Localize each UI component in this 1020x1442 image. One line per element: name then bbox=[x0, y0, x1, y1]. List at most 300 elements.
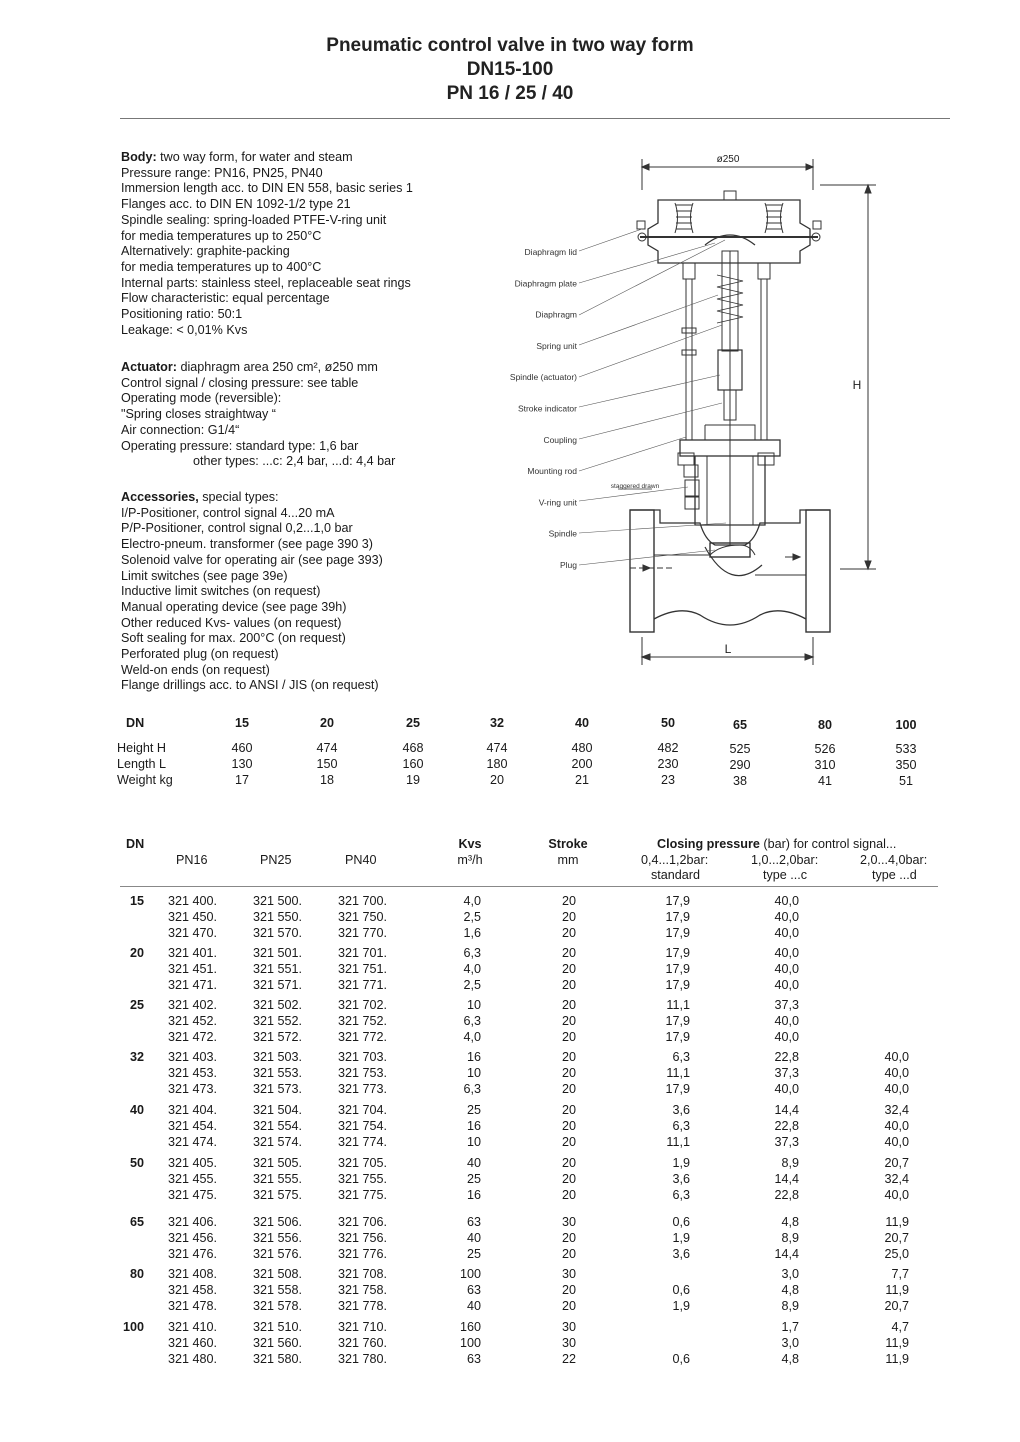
order-cell: 40,0 bbox=[774, 925, 799, 940]
order-cell: 40,0 bbox=[774, 961, 799, 976]
order-cell: 321 772. bbox=[338, 1029, 388, 1044]
callout-label: V-ring unit bbox=[538, 497, 577, 508]
order-header-stroke: Stroke bbox=[548, 837, 588, 851]
order-cell: 20 bbox=[561, 1156, 576, 1170]
dim-row-label: Length L bbox=[117, 757, 167, 771]
spec-actuator-indent: other types: ...c: 2,4 bar, ...d: 4,4 bar bbox=[193, 454, 396, 469]
order-cell: 321 506. bbox=[253, 1215, 303, 1229]
dim-header-dn: DN bbox=[126, 716, 145, 730]
callout-label: Spring unit bbox=[536, 340, 577, 351]
order-cell: 3,6 bbox=[672, 1103, 690, 1117]
order-cell: 16 bbox=[466, 1050, 481, 1064]
order-cell: 321 473. bbox=[168, 1081, 218, 1096]
spec-accessories-line: Weld-on ends (on request) bbox=[121, 662, 270, 677]
spec-body-line: Pressure range: PN16, PN25, PN40 bbox=[121, 165, 323, 180]
order-cell: 321 753. bbox=[338, 1065, 388, 1080]
order-header-closing bbox=[657, 837, 896, 851]
callout-labels bbox=[510, 247, 578, 570]
order-cell: 8,9 bbox=[781, 1298, 799, 1313]
dim-header-cell: 50 bbox=[660, 716, 675, 730]
order-cell: 321 510. bbox=[253, 1320, 303, 1334]
spec-actuator-line: Operating mode (reversible): bbox=[121, 391, 282, 406]
order-cell: 321 780. bbox=[338, 1351, 388, 1366]
order-cell: 321 554. bbox=[253, 1118, 303, 1133]
order-cell: 20,7 bbox=[884, 1230, 909, 1245]
order-cell: 4,0 bbox=[463, 894, 481, 908]
page-subtitle-dn: DN15-100 bbox=[466, 59, 554, 80]
order-dn: 32 bbox=[129, 1050, 144, 1064]
spec-actuator-line: "Spring closes straightway “ bbox=[121, 407, 276, 422]
order-cell: 321 401. bbox=[168, 946, 218, 960]
callout-label: Diaphragm plate bbox=[514, 278, 577, 289]
order-cell: 6,3 bbox=[672, 1050, 690, 1064]
order-cell: 321 551. bbox=[253, 961, 303, 976]
order-cell: 10 bbox=[466, 998, 481, 1012]
spec-accessories-line: Inductive limit switches (on request) bbox=[121, 584, 321, 599]
spec-actuator-line: Air connection: G1/4“ bbox=[121, 422, 240, 437]
spec-actuator-label: Actuator: bbox=[121, 360, 177, 374]
order-cell: 40,0 bbox=[774, 1013, 799, 1028]
order-cell: 40,0 bbox=[884, 1134, 909, 1149]
order-header-type-standard: standard bbox=[651, 868, 701, 882]
order-cell: 321 500. bbox=[253, 894, 303, 908]
order-cell: 30 bbox=[561, 1215, 576, 1229]
order-cell: 40 bbox=[466, 1298, 481, 1313]
callout-label: Coupling bbox=[543, 434, 577, 445]
order-cell: 321 755. bbox=[338, 1171, 388, 1186]
order-cell: 321 550. bbox=[253, 909, 303, 924]
spec-actuator-section bbox=[121, 360, 501, 470]
order-cell: 321 455. bbox=[168, 1171, 218, 1186]
order-cell: 321 400. bbox=[168, 894, 218, 908]
order-cell: 321 451. bbox=[168, 961, 218, 976]
order-cell: 321 552. bbox=[253, 1013, 303, 1028]
order-cell: 321 703. bbox=[338, 1050, 388, 1064]
order-cell: 1,7 bbox=[781, 1320, 799, 1334]
order-cell: 20 bbox=[561, 925, 576, 940]
order-cell: 17,9 bbox=[665, 1029, 690, 1044]
dim-cell: 200 bbox=[571, 757, 593, 771]
order-cell: 321 773. bbox=[338, 1081, 388, 1096]
order-cell: 321 702. bbox=[338, 998, 388, 1012]
dim-cell: 468 bbox=[402, 741, 424, 755]
order-cell: 321 403. bbox=[168, 1050, 218, 1064]
order-cell: 7,7 bbox=[891, 1267, 909, 1281]
order-header-closing-rest: (bar) for control signal... bbox=[759, 837, 897, 851]
spec-accessories-line: Soft sealing for max. 200°C (on request) bbox=[121, 631, 346, 646]
spec-body-line: for media temperatures up to 250°C bbox=[121, 228, 322, 243]
diameter-label: ø250 bbox=[716, 154, 740, 165]
order-cell: 321 556. bbox=[253, 1230, 303, 1245]
dim-cell: 526 bbox=[814, 742, 836, 756]
spec-accessories-line: Solenoid valve for operating air (see page 393) bbox=[121, 552, 383, 567]
order-cell: 4,8 bbox=[781, 1282, 799, 1297]
order-cell: 321 501. bbox=[253, 946, 303, 960]
order-cell: 3,0 bbox=[781, 1267, 799, 1281]
dim-header-cell: 25 bbox=[405, 716, 420, 730]
order-cell: 11,1 bbox=[666, 998, 690, 1012]
order-cell: 11,9 bbox=[885, 1282, 909, 1297]
order-cell: 40 bbox=[466, 1230, 481, 1245]
order-cell: 321 774. bbox=[338, 1134, 388, 1149]
dim-row-label: Height H bbox=[117, 741, 166, 755]
spec-body-label: Body: bbox=[121, 150, 157, 164]
order-cell: 321 558. bbox=[253, 1282, 303, 1297]
order-header-signal2: 1,0...2,0bar: bbox=[751, 853, 819, 867]
order-cell: 321 708. bbox=[338, 1267, 388, 1281]
dim-header-cell: 15 bbox=[234, 716, 249, 730]
order-header-type-d: type ...d bbox=[872, 868, 917, 882]
order-cell: 321 560. bbox=[253, 1335, 303, 1350]
order-cell: 16 bbox=[466, 1118, 481, 1133]
order-cell: 321 778. bbox=[338, 1298, 388, 1313]
dim-cell: 460 bbox=[231, 741, 253, 755]
order-cell: 22,8 bbox=[774, 1118, 799, 1133]
order-cell: 11,9 bbox=[885, 1351, 909, 1366]
order-cell: 20 bbox=[561, 1171, 576, 1186]
order-cell: 20 bbox=[561, 1187, 576, 1202]
order-cell: 20 bbox=[561, 1065, 576, 1080]
order-cell: 321 505. bbox=[253, 1156, 303, 1170]
dim-cell: 480 bbox=[571, 741, 593, 755]
order-dn: 40 bbox=[129, 1103, 144, 1117]
order-cell: 6,3 bbox=[463, 1013, 481, 1028]
order-cell: 20 bbox=[561, 1118, 576, 1133]
order-dn: 100 bbox=[122, 1320, 144, 1334]
order-cell: 20 bbox=[561, 1013, 576, 1028]
callout-label: Spindle bbox=[548, 528, 577, 539]
page-title: Pneumatic control valve in two way form bbox=[326, 35, 694, 56]
order-dn: 20 bbox=[129, 946, 144, 960]
order-cell: 321 454. bbox=[168, 1118, 218, 1133]
dim-cell: 230 bbox=[657, 757, 679, 771]
spec-body-line: for media temperatures up to 400°C bbox=[121, 259, 322, 274]
order-cell: 2,5 bbox=[463, 977, 481, 992]
order-dn: 80 bbox=[129, 1267, 144, 1281]
order-cell: 321 570. bbox=[253, 925, 303, 940]
dim-cell: 17 bbox=[234, 773, 249, 787]
order-cell: 8,9 bbox=[781, 1230, 799, 1245]
spec-accessories-line: Other reduced Kvs- values (on request) bbox=[121, 615, 342, 630]
order-cell: 22 bbox=[561, 1351, 576, 1366]
order-cell: 100 bbox=[459, 1335, 481, 1350]
dim-cell: 525 bbox=[729, 742, 751, 756]
order-cell: 17,9 bbox=[665, 977, 690, 992]
order-cell: 17,9 bbox=[665, 946, 690, 960]
order-cell: 321 706. bbox=[338, 1215, 388, 1229]
order-cell: 1,9 bbox=[672, 1230, 690, 1245]
order-cell: 321 571. bbox=[253, 977, 303, 992]
spec-body-first: two way form, for water and steam bbox=[156, 150, 353, 164]
order-cell: 321 474. bbox=[168, 1134, 218, 1149]
spec-body-line: Internal parts: stainless steel, replaceable seat rings bbox=[121, 275, 411, 290]
order-dn: 50 bbox=[129, 1156, 144, 1170]
dim-cell: 533 bbox=[895, 742, 917, 756]
callout-label: Diaphragm bbox=[535, 309, 577, 320]
order-cell: 321 504. bbox=[253, 1103, 303, 1117]
order-cell: 6,3 bbox=[672, 1187, 690, 1202]
spec-body-section bbox=[121, 150, 501, 338]
spec-body-line: Positioning ratio: 50:1 bbox=[121, 307, 243, 322]
order-cell: 321 453. bbox=[168, 1065, 218, 1080]
order-cell: 321 576. bbox=[253, 1246, 303, 1261]
order-cell: 8,9 bbox=[781, 1156, 799, 1170]
order-header-signal3: 2,0...4,0bar: bbox=[860, 853, 928, 867]
order-cell: 1,9 bbox=[672, 1156, 690, 1170]
dim-cell: 160 bbox=[402, 757, 424, 771]
callout-label: Plug bbox=[559, 560, 577, 570]
callout-label: Diaphragm lid bbox=[524, 247, 577, 257]
order-cell: 40,0 bbox=[884, 1065, 909, 1080]
header-divider bbox=[120, 118, 950, 119]
order-cell: 40,0 bbox=[774, 946, 799, 960]
order-cell: 25 bbox=[466, 1246, 481, 1261]
callout-label: Mounting rod bbox=[527, 466, 577, 477]
order-cell: 100 bbox=[459, 1267, 481, 1281]
order-cell: 11,9 bbox=[885, 1335, 909, 1350]
spec-accessories-line: P/P-Positioner, control signal 0,2...1,0 bar bbox=[121, 521, 353, 536]
order-cell: 20,7 bbox=[884, 1156, 909, 1170]
dim-cell: 20 bbox=[489, 773, 504, 787]
order-cell: 20 bbox=[561, 998, 576, 1012]
dim-cell: 150 bbox=[316, 757, 338, 771]
order-cell: 321 574. bbox=[253, 1134, 303, 1149]
dim-cell: 180 bbox=[486, 757, 508, 771]
order-cell: 63 bbox=[466, 1215, 481, 1229]
order-cell: 20,7 bbox=[884, 1298, 909, 1313]
order-cell: 321 573. bbox=[253, 1081, 303, 1096]
order-cell: 321 452. bbox=[168, 1013, 218, 1028]
order-cell: 321 502. bbox=[253, 998, 303, 1012]
order-cell: 321 751. bbox=[338, 961, 388, 976]
order-cell: 321 771. bbox=[338, 977, 388, 992]
page-subtitle-pn: PN 16 / 25 / 40 bbox=[446, 83, 574, 104]
staggered-drawn-note: staggered drawn bbox=[610, 483, 660, 490]
order-cell: 0,6 bbox=[672, 1282, 690, 1297]
length-label: L bbox=[724, 642, 732, 656]
dim-cell: 310 bbox=[814, 758, 836, 772]
dim-header-cell: 20 bbox=[319, 716, 334, 730]
order-cell: 17,9 bbox=[665, 925, 690, 940]
order-cell: 321 470. bbox=[168, 925, 218, 940]
dim-cell: 38 bbox=[732, 774, 747, 788]
order-cell: 321 450. bbox=[168, 909, 218, 924]
order-cell: 25 bbox=[466, 1171, 481, 1186]
spec-body-line: Alternatively: graphite-packing bbox=[121, 244, 290, 259]
order-cell: 40,0 bbox=[884, 1187, 909, 1202]
order-cell: 20 bbox=[561, 977, 576, 992]
dim-row-label: Weight kg bbox=[117, 773, 173, 787]
order-cell: 3,0 bbox=[781, 1335, 799, 1350]
order-cell: 321 700. bbox=[338, 894, 388, 908]
order-cell: 40,0 bbox=[774, 1029, 799, 1044]
order-cell: 321 580. bbox=[253, 1351, 303, 1366]
spec-actuator-lines bbox=[121, 376, 501, 455]
order-cell: 0,6 bbox=[672, 1351, 690, 1366]
order-cell: 37,3 bbox=[774, 1065, 799, 1080]
order-dn: 15 bbox=[129, 894, 144, 908]
spec-accessories-line: Flange drillings acc. to ANSI / JIS (on request) bbox=[121, 678, 379, 693]
order-cell: 321 476. bbox=[168, 1246, 218, 1261]
order-cell: 4,8 bbox=[781, 1351, 799, 1366]
order-cell: 321 508. bbox=[253, 1267, 303, 1281]
order-cell: 321 701. bbox=[338, 946, 388, 960]
order-cell: 14,4 bbox=[774, 1171, 799, 1186]
order-cell: 17,9 bbox=[665, 961, 690, 976]
order-cell: 25 bbox=[466, 1103, 481, 1117]
order-cell: 321 404. bbox=[168, 1103, 218, 1117]
order-cell: 160 bbox=[459, 1320, 481, 1334]
order-cell: 321 553. bbox=[253, 1065, 303, 1080]
order-cell: 40 bbox=[466, 1156, 481, 1170]
order-cell: 321 752. bbox=[338, 1013, 388, 1028]
order-cell: 4,0 bbox=[463, 961, 481, 976]
spec-body-lines bbox=[121, 166, 501, 339]
order-header-signal1: 0,4...1,2bar: bbox=[641, 853, 709, 867]
order-cell: 321 402. bbox=[168, 998, 218, 1012]
order-cell: 17,9 bbox=[665, 1013, 690, 1028]
order-cell: 30 bbox=[561, 1335, 576, 1350]
order-header-pn16: PN16 bbox=[176, 853, 208, 867]
spec-body-line: Leakage: < 0,01% Kvs bbox=[121, 322, 248, 337]
order-cell: 14,4 bbox=[774, 1246, 799, 1261]
order-cell: 63 bbox=[466, 1351, 481, 1366]
order-header-rule bbox=[120, 886, 938, 887]
order-cell: 25,0 bbox=[884, 1246, 909, 1261]
valve-bonnet bbox=[678, 425, 780, 525]
spec-accessories-line: I/P-Positioner, control signal 4...20 mA bbox=[121, 505, 335, 520]
order-cell: 321 456. bbox=[168, 1230, 218, 1245]
order-cell: 4,0 bbox=[463, 1029, 481, 1044]
order-cell: 20 bbox=[561, 1246, 576, 1261]
order-cell: 321 410. bbox=[168, 1320, 218, 1334]
height-dimension bbox=[820, 185, 876, 569]
spec-accessories-line: Limit switches (see page 39e) bbox=[121, 568, 288, 583]
order-cell: 321 575. bbox=[253, 1187, 303, 1202]
order-cell: 321 760. bbox=[338, 1335, 388, 1350]
dim-header-cell: 40 bbox=[574, 716, 589, 730]
order-cell: 20 bbox=[561, 961, 576, 976]
spec-body-line: Flow characteristic: equal percentage bbox=[121, 291, 330, 306]
order-cell: 321 705. bbox=[338, 1156, 388, 1170]
order-cell: 321 503. bbox=[253, 1050, 303, 1064]
spec-body-line: Immersion length acc. to DIN EN 558, basic series 1 bbox=[121, 181, 413, 196]
order-cell: 63 bbox=[466, 1282, 481, 1297]
order-cell: 32,4 bbox=[884, 1171, 909, 1186]
order-cell: 321 458. bbox=[168, 1282, 218, 1297]
order-cell: 321 578. bbox=[253, 1298, 303, 1313]
order-cell: 321 754. bbox=[338, 1118, 388, 1133]
spec-body-line: Spindle sealing: spring-loaded PTFE-V-ring unit bbox=[121, 212, 387, 227]
order-cell: 321 475. bbox=[168, 1187, 218, 1202]
spec-accessories-line: Electro-pneum. transformer (see page 390 3) bbox=[121, 537, 373, 552]
dim-cell: 41 bbox=[817, 774, 832, 788]
order-dn: 25 bbox=[129, 998, 144, 1012]
callout-label: Spindle (actuator) bbox=[509, 372, 577, 383]
order-cell: 20 bbox=[561, 1134, 576, 1149]
dim-cell: 350 bbox=[895, 758, 917, 772]
order-cell: 17,9 bbox=[665, 909, 690, 924]
order-header-kvs: Kvs bbox=[458, 837, 482, 851]
order-cell: 321 472. bbox=[168, 1029, 218, 1044]
order-cell: 4,8 bbox=[781, 1215, 799, 1229]
order-cell: 321 704. bbox=[338, 1103, 388, 1117]
dim-cell: 51 bbox=[898, 774, 913, 788]
spec-actuator-line: Control signal / closing pressure: see table bbox=[121, 375, 359, 390]
order-cell: 37,3 bbox=[774, 1134, 799, 1149]
order-cell: 20 bbox=[561, 1230, 576, 1245]
order-cell: 20 bbox=[561, 1029, 576, 1044]
spec-accessories-line: Perforated plug (on request) bbox=[121, 647, 279, 662]
order-cell: 3,6 bbox=[672, 1246, 690, 1261]
spec-accessories-label: Accessories, bbox=[121, 490, 199, 504]
spec-accessories-line: Manual operating device (see page 39h) bbox=[121, 599, 347, 614]
order-cell: 11,1 bbox=[666, 1065, 690, 1080]
order-cell: 321 710. bbox=[338, 1320, 388, 1334]
order-cell: 40,0 bbox=[774, 894, 799, 908]
callout-label: Stroke indicator bbox=[517, 403, 577, 414]
order-cell: 20 bbox=[561, 1050, 576, 1064]
order-cell: 6,3 bbox=[463, 1081, 481, 1096]
order-cell: 321 758. bbox=[338, 1282, 388, 1297]
dim-header-cell: 80 bbox=[817, 718, 832, 732]
order-cell: 321 406. bbox=[168, 1215, 218, 1229]
order-cell: 40,0 bbox=[774, 1081, 799, 1096]
order-cell: 321 471. bbox=[168, 977, 218, 992]
order-cell: 17,9 bbox=[665, 1081, 690, 1096]
spec-accessories-lines bbox=[121, 506, 501, 694]
dim-header-cell: 32 bbox=[489, 716, 504, 730]
order-header-dn: DN bbox=[126, 837, 145, 851]
order-cell: 20 bbox=[561, 894, 576, 908]
order-dn: 65 bbox=[129, 1215, 144, 1229]
order-cell: 10 bbox=[466, 1134, 481, 1149]
order-cell: 321 750. bbox=[338, 909, 388, 924]
order-cell: 321 478. bbox=[168, 1298, 218, 1313]
order-cell: 321 405. bbox=[168, 1156, 218, 1170]
order-cell: 20 bbox=[561, 1103, 576, 1117]
order-cell: 0,6 bbox=[672, 1215, 690, 1229]
order-cell: 20 bbox=[561, 1282, 576, 1297]
order-cell: 22,8 bbox=[774, 1187, 799, 1202]
order-cell: 16 bbox=[466, 1187, 481, 1202]
diaphragm-housing bbox=[637, 191, 821, 263]
spec-actuator-line: Operating pressure: standard type: 1,6 bar bbox=[121, 438, 359, 453]
order-cell: 40,0 bbox=[884, 1081, 909, 1096]
height-label: H bbox=[852, 378, 862, 392]
order-cell: 6,3 bbox=[672, 1118, 690, 1133]
order-header-type-c: type ...c bbox=[763, 868, 808, 882]
order-header-kvs-unit: m³/h bbox=[457, 853, 483, 867]
valve-drawing bbox=[500, 145, 890, 670]
order-cell: 321 756. bbox=[338, 1230, 388, 1245]
spec-body-line: Flanges acc. to DIN EN 1092-1/2 type 21 bbox=[121, 197, 351, 212]
order-cell: 17,9 bbox=[665, 894, 690, 908]
dim-cell: 23 bbox=[660, 773, 675, 787]
dim-cell: 290 bbox=[729, 758, 751, 772]
order-cell: 3,6 bbox=[672, 1171, 690, 1186]
order-cell: 40,0 bbox=[774, 977, 799, 992]
order-cell: 14,4 bbox=[774, 1103, 799, 1117]
dim-header-cell: 100 bbox=[895, 718, 917, 732]
order-cell: 20 bbox=[561, 946, 576, 960]
dim-cell: 19 bbox=[405, 773, 420, 787]
order-cell: 11,9 bbox=[885, 1215, 909, 1229]
dim-cell: 18 bbox=[319, 773, 334, 787]
order-cell: 321 480. bbox=[168, 1351, 218, 1366]
order-cell: 30 bbox=[561, 1320, 576, 1334]
order-header-pn40: PN40 bbox=[345, 853, 377, 867]
